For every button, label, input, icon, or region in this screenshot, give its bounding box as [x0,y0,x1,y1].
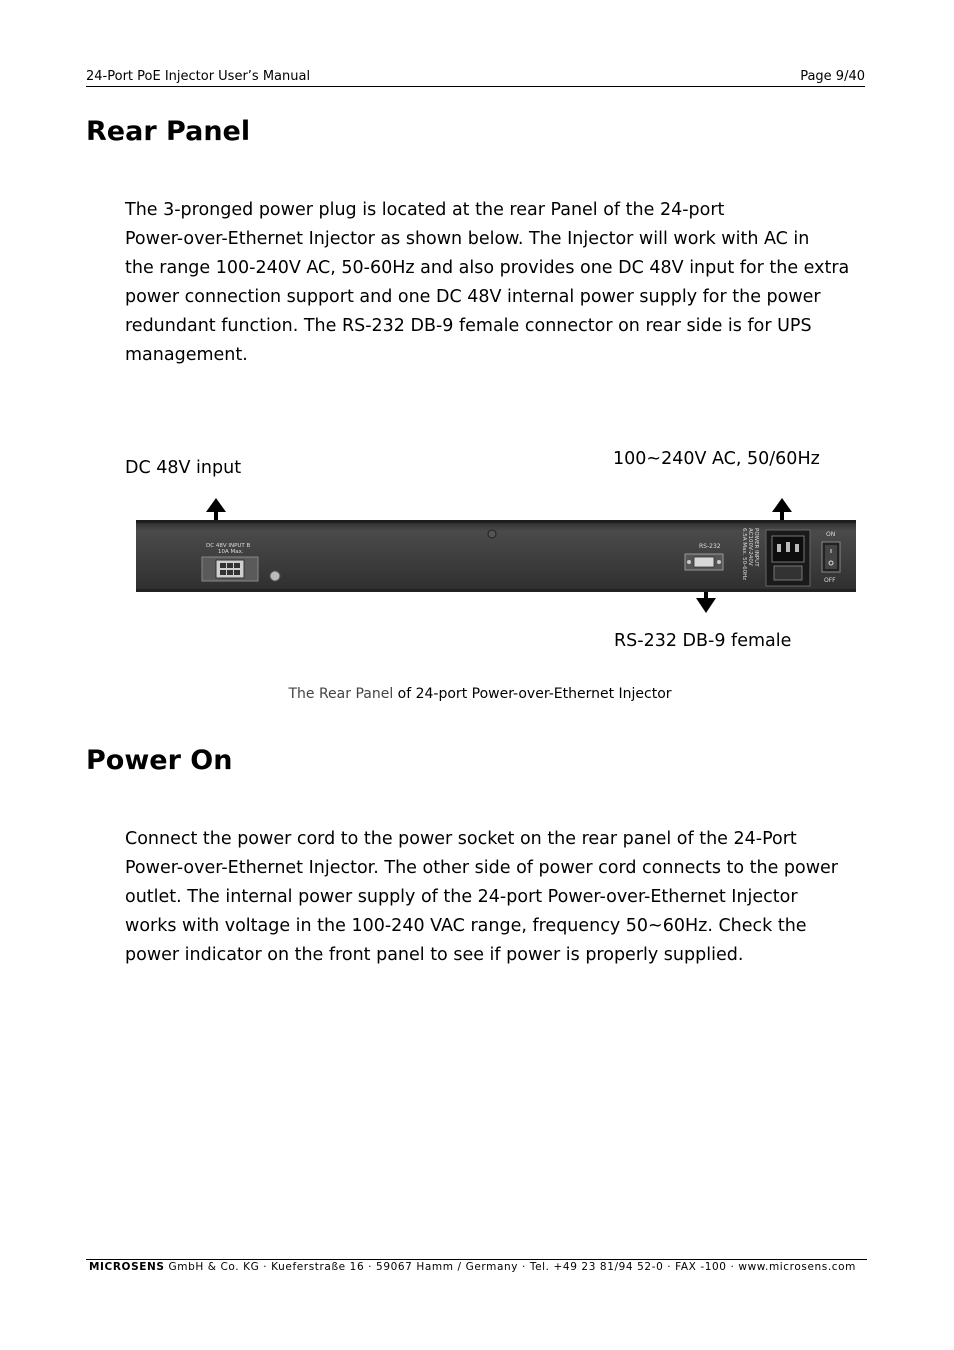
rs232-label: RS-232 DB-9 female [614,631,792,651]
dc-input-text: DC 48V INPUT B [206,543,251,549]
ground-screw [270,571,280,581]
paragraph-line: redundant function. The RS-232 DB-9 female connector on rear side is for UPS [125,316,812,336]
switch-on-text: ON [826,531,836,538]
header-divider [86,86,865,87]
page-number: Page 9/40 [800,69,865,84]
paragraph-line: works with voltage in the 100-240 VAC range, frequency 50~60Hz. Check the [125,916,807,936]
rear-panel-paragraph [125,196,870,370]
power-on-paragraph [125,825,870,970]
paragraph-line: the range 100-240V AC, 50-60Hz and also provides one DC 48V input for the extra [125,258,850,278]
rear-panel-image [136,520,856,592]
caption-part: of 24-port Power-over-Ethernet Injector [393,686,672,702]
paragraph-line: Power-over-Ethernet Injector as shown below. The Injector will work with AC in [125,229,810,249]
paragraph-line: outlet. The internal power supply of the 24-port Power-over-Ethernet Injector [125,887,798,907]
power-input-text: POWER INPUT [753,528,759,567]
figure-caption [0,686,954,702]
manual-title: 24-Port PoE Injector User’s Manual [86,69,311,84]
footer [89,1261,856,1273]
switch-off-text: OFF [824,577,836,584]
paragraph-line: power connection support and one DC 48V internal power supply for the power [125,287,821,307]
footer-brand: MICROSENS [89,1261,165,1273]
footer-divider [86,1259,867,1260]
rear-panel-heading: Rear Panel [86,116,251,147]
dc-input-label: DC 48V input [125,458,242,478]
rs232-text: RS-232 [699,543,721,550]
paragraph-line: Connect the power cord to the power socket on the rear panel of the 24-Port [125,829,797,849]
paragraph-line: management. [125,345,248,365]
paragraph-line: Power-over-Ethernet Injector. The other side of power cord connects to the power [125,858,839,878]
dc-max-text: 10A Max. [218,549,244,555]
power-input-current: 6.5A Max. 50-60Hz [741,528,747,581]
ac-input-label: 100~240V AC, 50/60Hz [613,449,820,469]
caption-part: The Rear Panel [288,686,394,702]
power-on-heading: Power On [86,745,233,776]
paragraph-line: power indicator on the front panel to see if power is properly supplied. [125,945,744,965]
footer-address: GmbH & Co. KG · Kueferstraße 16 · 59067 Hamm / Germany · Tel. +49 23 81/94 52-0 · FAX -100 · www.microsens.com [164,1261,856,1273]
paragraph-line: The 3-pronged power plug is located at the rear Panel of the 24-port [125,200,725,220]
power-input-voltage: AC100V-240V [747,528,753,566]
